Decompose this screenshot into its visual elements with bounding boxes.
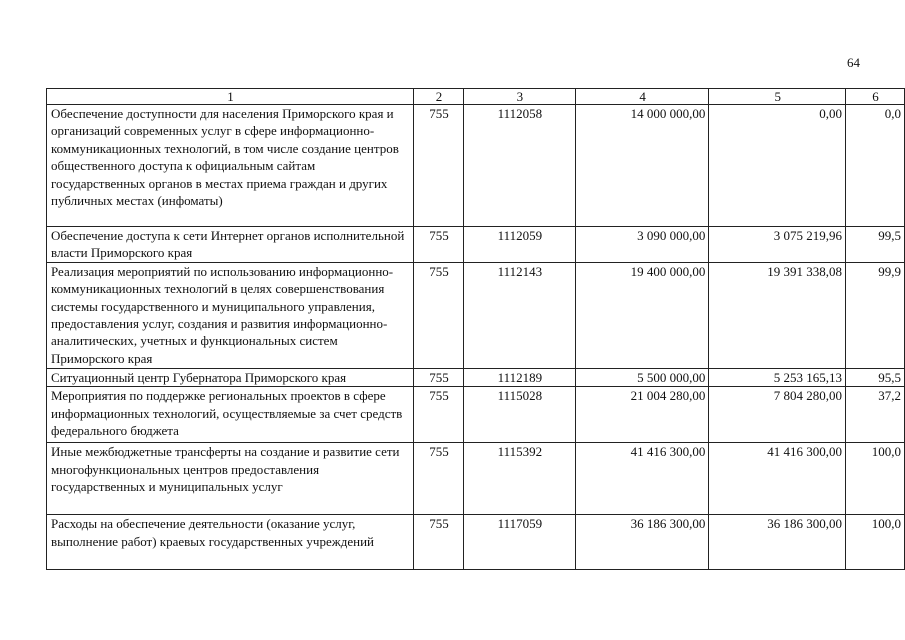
row-col3: 1117059 [464, 515, 576, 570]
row-col4: 3 090 000,00 [575, 227, 709, 263]
row-col4: 5 500 000,00 [575, 368, 709, 386]
row-col2: 755 [414, 443, 464, 515]
table-row [47, 105, 905, 227]
row-col6: 95,5 [846, 368, 905, 386]
row-col3: 1115392 [464, 443, 576, 515]
header-col-6: 6 [846, 89, 905, 105]
row-name: Обеспечение доступности для населения Приморского края и организаций современных услуг в сфере информационно-коммуникационных технологий, в том числе создание центров общественного доступа к официальным сайтам государственных органов в местах приема граждан и других публичных местах (инфоматы) [47, 105, 414, 227]
row-col6: 99,5 [846, 227, 905, 263]
row-col2: 755 [414, 262, 464, 368]
row-col2: 755 [414, 227, 464, 263]
row-col4: 14 000 000,00 [575, 105, 709, 227]
page-number: 64 [847, 55, 860, 70]
row-col5: 7 804 280,00 [709, 387, 846, 443]
row-col5: 3 075 219,96 [709, 227, 846, 263]
row-col6: 37,2 [846, 387, 905, 443]
header-col-3: 3 [464, 89, 576, 105]
row-name: Расходы на обеспечение деятельности (оказание услуг, выполнение работ) краевых государственных учреждений [47, 515, 414, 570]
row-col3: 1115028 [464, 387, 576, 443]
table-header-row [47, 89, 905, 105]
row-col3: 1112143 [464, 262, 576, 368]
table-row [47, 443, 905, 515]
row-col5: 36 186 300,00 [709, 515, 846, 570]
row-col6: 100,0 [846, 515, 905, 570]
table-row [47, 515, 905, 570]
row-name: Иные межбюджетные трансферты на создание и развитие сети многофункциональных центров предоставления государственных и муниципальных услуг [47, 443, 414, 515]
row-col6: 99,9 [846, 262, 905, 368]
row-col6: 0,0 [846, 105, 905, 227]
row-col5: 41 416 300,00 [709, 443, 846, 515]
row-col4: 36 186 300,00 [575, 515, 709, 570]
header-col-4: 4 [575, 89, 709, 105]
row-col2: 755 [414, 387, 464, 443]
row-col4: 19 400 000,00 [575, 262, 709, 368]
row-col2: 755 [414, 368, 464, 386]
row-col2: 755 [414, 515, 464, 570]
row-name: Ситуационный центр Губернатора Приморского края [47, 368, 414, 386]
row-col3: 1112058 [464, 105, 576, 227]
row-col6: 100,0 [846, 443, 905, 515]
table-row [47, 227, 905, 263]
header-col-5: 5 [709, 89, 846, 105]
row-col4: 41 416 300,00 [575, 443, 709, 515]
row-col4: 21 004 280,00 [575, 387, 709, 443]
row-col3: 1112189 [464, 368, 576, 386]
row-col2: 755 [414, 105, 464, 227]
row-col5: 5 253 165,13 [709, 368, 846, 386]
row-col3: 1112059 [464, 227, 576, 263]
row-col5: 19 391 338,08 [709, 262, 846, 368]
table-row [47, 262, 905, 368]
header-col-2: 2 [414, 89, 464, 105]
budget-table [46, 88, 905, 570]
row-name: Мероприятия по поддержке региональных проектов в сфере информационных технологий, осуществляемые за счет средств федерального бюджета [47, 387, 414, 443]
row-col5: 0,00 [709, 105, 846, 227]
row-name: Реализация мероприятий по использованию информационно-коммуникационных технологий в целях совершенствования системы государственного и муниципального управления, предоставления услуг, создания и развития информационно-аналитических, учетных и функциональных систем Приморского края [47, 262, 414, 368]
header-col-1: 1 [47, 89, 414, 105]
row-name: Обеспечение доступа к сети Интернет органов исполнительной власти Приморского края [47, 227, 414, 263]
table-row [47, 387, 905, 443]
table-row [47, 368, 905, 386]
